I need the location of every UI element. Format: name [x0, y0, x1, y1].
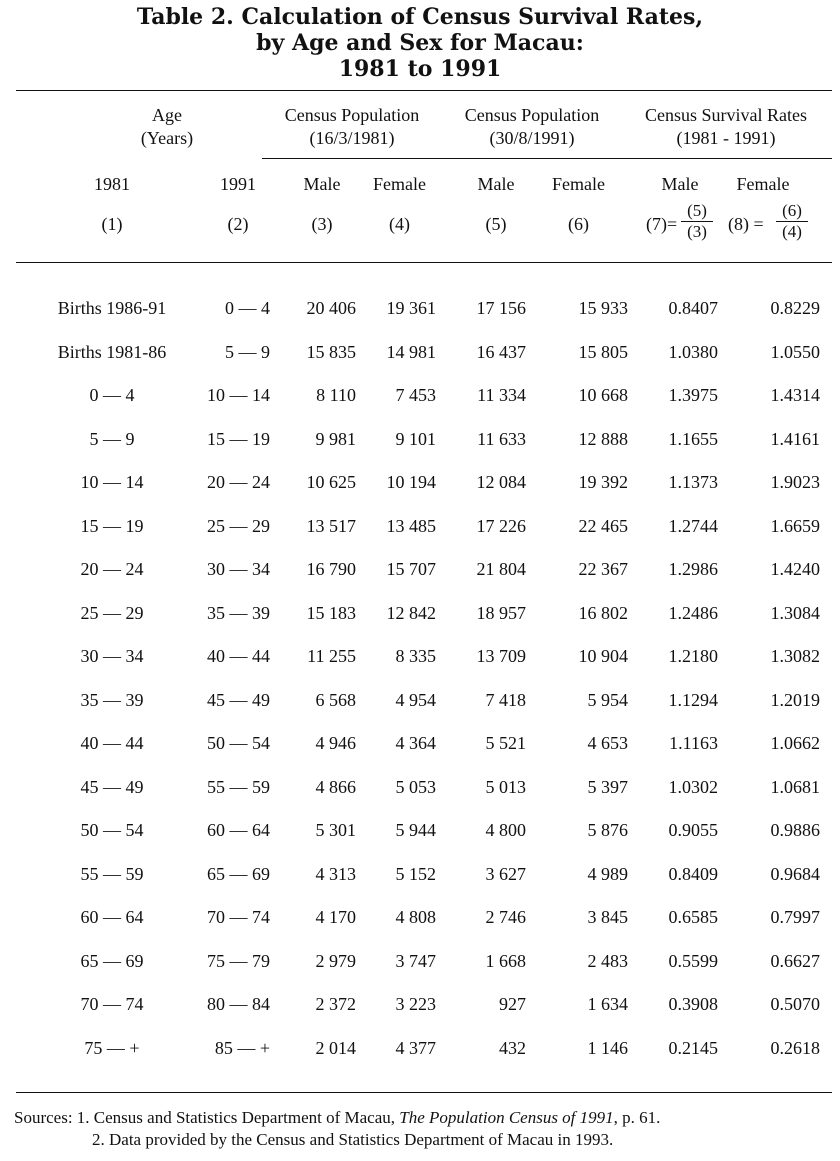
top-rule — [16, 90, 832, 91]
col5-number: (5) — [485, 214, 507, 234]
cell-age-1991: 85 — + — [214, 1037, 270, 1058]
cell-male-1981: 9 981 — [315, 428, 356, 449]
cell-female-1981: 4 364 — [395, 733, 436, 753]
header-rates-label: Census Survival Rates — [645, 105, 807, 125]
cell-male-survival-rate: 1.2486 — [668, 602, 718, 623]
source-1-page: , p. 61. — [613, 1108, 661, 1127]
cell-male-survival-rate: 0.3908 — [668, 994, 718, 1014]
cell-male-survival-rate: 0.8407 — [668, 298, 718, 318]
cell-female-1981: 12 842 — [386, 602, 436, 623]
col4-number: (4) — [389, 214, 410, 234]
cell-male-1991: 11 334 — [477, 385, 526, 405]
col3-number: (3) — [311, 214, 333, 234]
cell-age-1991: 0 — 4 — [225, 298, 270, 318]
cell-male-1991: 4 800 — [485, 820, 526, 840]
cell-male-survival-rate: 1.2180 — [668, 646, 718, 666]
cell-male-1991: 927 — [499, 994, 526, 1014]
cell-male-1991: 2 746 — [485, 907, 526, 927]
cell-male-1991: 7 418 — [485, 689, 526, 710]
cell-male-survival-rate: 0.5599 — [668, 950, 718, 971]
cell-female-survival-rate: 1.0681 — [770, 776, 820, 797]
cell-age-1981: 45 — 49 — [80, 776, 144, 797]
cell-age-1981: 75 — + — [84, 1037, 140, 1058]
cell-male-survival-rate: 0.9055 — [668, 820, 718, 840]
cell-female-1991: 22 465 — [578, 515, 628, 536]
cell-female-1991: 3 845 — [587, 907, 628, 927]
cell-male-1991: 432 — [499, 1037, 526, 1058]
cell-male-1991: 12 084 — [476, 472, 526, 492]
cell-male-1981: 15 183 — [306, 602, 356, 623]
cell-age-1981: 30 — 34 — [80, 646, 144, 666]
col7-formula-denominator: (3) — [687, 222, 707, 241]
source-1-text: 1. Census and Statistics Department of Macau, — [76, 1108, 396, 1127]
col6-number: (6) — [568, 214, 589, 234]
cell-female-1991: 15 933 — [578, 298, 628, 318]
cell-female-1991: 4 653 — [587, 733, 628, 753]
col8-formula-denominator: (4) — [782, 222, 802, 241]
cell-male-1991: 18 957 — [476, 602, 526, 623]
cell-male-1981: 15 835 — [306, 341, 356, 362]
source-line-2: 2. Data provided by the Census and Statistics Department of Macau in 1993. — [92, 1130, 614, 1149]
cell-female-1981: 19 361 — [386, 298, 436, 318]
cell-female-survival-rate: 1.9023 — [770, 472, 820, 492]
cell-age-1991: 10 — 14 — [207, 385, 270, 405]
cell-male-1981: 10 625 — [306, 472, 356, 492]
cell-age-1981: 40 — 44 — [80, 733, 144, 753]
col6-header: Female — [552, 174, 605, 194]
cell-female-1991: 15 805 — [578, 341, 628, 362]
cell-male-survival-rate: 0.2145 — [668, 1037, 718, 1058]
cell-age-1981: 55 — 59 — [80, 863, 144, 884]
cell-female-1981: 8 335 — [395, 646, 436, 666]
header-pop1981-date: (16/3/1981) — [309, 128, 395, 148]
cell-male-1981: 8 110 — [316, 385, 356, 405]
cell-male-1981: 2 014 — [315, 1037, 356, 1058]
cell-age-1981: 65 — 69 — [80, 950, 144, 971]
col7-header: Male — [661, 174, 699, 194]
cell-age-1981: 15 — 19 — [80, 515, 144, 536]
cell-male-1981: 4 946 — [315, 733, 356, 753]
cell-male-1981: 4 170 — [315, 907, 356, 927]
source-line-1 — [14, 1107, 660, 1129]
cell-male-survival-rate: 0.8409 — [668, 863, 718, 884]
cell-female-survival-rate: 1.0550 — [770, 341, 820, 362]
cell-male-1981: 2 979 — [315, 950, 356, 971]
cell-female-1981: 5 944 — [395, 820, 436, 840]
cell-male-survival-rate: 1.0380 — [668, 341, 718, 362]
cell-male-survival-rate: 1.0302 — [668, 776, 718, 797]
cell-female-1991: 19 392 — [578, 472, 628, 492]
cell-age-1981: 0 — 4 — [89, 385, 135, 405]
cell-male-survival-rate: 1.1373 — [668, 472, 718, 492]
sources-label: Sources: — [14, 1108, 73, 1127]
header-pop1981-label: Census Population — [284, 105, 420, 125]
cell-male-1991: 13 709 — [476, 646, 526, 666]
bottom-rule — [16, 1092, 832, 1093]
cell-female-1991: 1 146 — [587, 1037, 628, 1058]
cell-female-1981: 4 377 — [395, 1037, 436, 1058]
cell-age-1981: 5 — 9 — [89, 428, 135, 449]
cell-female-survival-rate: 1.3084 — [770, 602, 820, 623]
cell-female-1981: 3 747 — [395, 950, 436, 971]
cell-age-1981: 50 — 54 — [80, 820, 144, 840]
cell-female-1991: 16 802 — [578, 602, 628, 623]
cell-age-1981: 70 — 74 — [80, 994, 144, 1014]
cell-female-1991: 12 888 — [578, 428, 628, 449]
cell-age-1991: 15 — 19 — [207, 428, 270, 449]
cell-female-1991: 10 668 — [578, 385, 628, 405]
cell-age-1991: 50 — 54 — [207, 733, 270, 753]
cell-female-1991: 22 367 — [578, 559, 628, 579]
col7-formula-prefix: (7)= — [646, 214, 678, 234]
table-title-line1: Table 2. Calculation of Census Survival Rates, — [136, 4, 704, 30]
cell-age-1981: Births 1981-86 — [57, 341, 167, 362]
cell-age-1991: 75 — 79 — [207, 950, 270, 971]
cell-male-survival-rate: 1.1163 — [669, 733, 718, 753]
header-age-unit: (Years) — [140, 128, 194, 148]
cell-male-1981: 4 313 — [315, 863, 356, 884]
col2-number: (2) — [227, 214, 249, 234]
cell-female-1991: 10 904 — [578, 646, 628, 666]
cell-male-1981: 13 517 — [306, 515, 356, 536]
cell-female-1981: 15 707 — [386, 559, 436, 579]
header-pop1991-date: (30/8/1991) — [489, 128, 575, 148]
col8-header: Female — [736, 174, 790, 194]
cell-age-1991: 20 — 24 — [207, 472, 270, 492]
col4-header: Female — [373, 174, 426, 194]
source-1-publication: The Population Census of 1991 — [399, 1108, 614, 1127]
table-title-line2: by Age and Sex for Macau: — [256, 30, 584, 56]
header-pop1991-label: Census Population — [464, 105, 600, 125]
cell-age-1991: 5 — 9 — [225, 341, 270, 362]
cell-female-survival-rate: 1.6659 — [770, 515, 820, 536]
cell-female-1981: 7 453 — [395, 385, 436, 405]
col8-formula-fraction — [776, 201, 808, 242]
cell-female-1981: 5 152 — [395, 863, 436, 884]
col8-formula-prefix: (8) = — [728, 214, 764, 234]
cell-female-1981: 4 808 — [395, 907, 436, 927]
cell-female-survival-rate: 1.2019 — [770, 689, 820, 710]
cell-male-1981: 5 301 — [315, 820, 356, 840]
cell-age-1991: 60 — 64 — [207, 820, 270, 840]
cell-age-1981: 60 — 64 — [80, 907, 144, 927]
cell-age-1981: 10 — 14 — [80, 472, 144, 492]
header-rates-period: (1981 - 1991) — [676, 128, 776, 148]
cell-age-1991: 65 — 69 — [207, 863, 270, 884]
cell-age-1981: Births 1986-91 — [57, 298, 167, 318]
cell-male-1991: 5 013 — [485, 776, 526, 797]
cell-female-survival-rate: 0.9684 — [770, 863, 820, 884]
table-title-line3: 1981 to 1991 — [338, 56, 502, 82]
cell-male-1991: 21 804 — [476, 559, 526, 579]
col2-header: 1991 — [220, 174, 256, 194]
col8-formula-numerator: (6) — [776, 201, 808, 222]
cell-male-1981: 16 790 — [306, 559, 356, 579]
cell-female-1981: 13 485 — [386, 515, 436, 536]
cell-age-1991: 80 — 84 — [207, 994, 270, 1014]
cell-male-1991: 3 627 — [485, 863, 526, 884]
header-subrule — [262, 158, 832, 159]
col1-number: (1) — [101, 214, 123, 234]
cell-female-survival-rate: 0.6627 — [770, 950, 820, 971]
cell-female-survival-rate: 0.2618 — [770, 1037, 820, 1058]
cell-male-1981: 20 406 — [306, 298, 356, 318]
cell-age-1991: 30 — 34 — [207, 559, 270, 579]
cell-female-1991: 5 397 — [587, 776, 628, 797]
cell-male-1981: 11 255 — [307, 646, 356, 666]
cell-male-1991: 1 668 — [485, 950, 526, 971]
cell-male-1991: 17 156 — [476, 298, 526, 318]
cell-female-1991: 5 954 — [587, 689, 628, 710]
cell-male-1981: 2 372 — [315, 994, 356, 1014]
cell-female-1991: 1 634 — [587, 994, 628, 1014]
header-age-label: Age — [152, 105, 182, 125]
cell-female-survival-rate: 1.3082 — [770, 646, 820, 666]
cell-male-survival-rate: 1.2744 — [668, 515, 718, 536]
cell-age-1991: 55 — 59 — [207, 776, 270, 797]
cell-female-survival-rate: 0.8229 — [770, 298, 820, 318]
cell-female-1991: 4 989 — [587, 863, 628, 884]
col5-header: Male — [477, 174, 515, 194]
cell-female-1981: 14 981 — [386, 341, 436, 362]
cell-age-1991: 25 — 29 — [207, 515, 270, 536]
col3-header: Male — [303, 174, 341, 194]
cell-male-survival-rate: 1.1655 — [668, 428, 718, 449]
cell-female-1981: 9 101 — [395, 428, 436, 449]
cell-age-1981: 20 — 24 — [80, 559, 144, 579]
cell-female-1981: 3 223 — [395, 994, 436, 1014]
cell-male-survival-rate: 1.1294 — [668, 689, 718, 710]
cell-female-survival-rate: 0.7997 — [770, 907, 820, 927]
cell-female-1981: 4 954 — [395, 689, 436, 710]
cell-age-1991: 35 — 39 — [207, 602, 270, 623]
cell-female-1991: 5 876 — [587, 820, 628, 840]
cell-female-1981: 5 053 — [395, 776, 436, 797]
cell-male-1991: 11 633 — [477, 428, 526, 449]
col7-formula-fraction — [681, 201, 713, 242]
cell-age-1981: 35 — 39 — [80, 689, 144, 710]
cell-male-1991: 5 521 — [485, 733, 526, 753]
cell-male-1981: 4 866 — [315, 776, 356, 797]
cell-female-survival-rate: 1.4161 — [770, 428, 820, 449]
cell-female-1991: 2 483 — [587, 950, 628, 971]
cell-female-survival-rate: 1.4314 — [770, 385, 820, 405]
cell-female-survival-rate: 1.4240 — [770, 559, 820, 579]
cell-male-1991: 16 437 — [476, 341, 526, 362]
col7-formula-numerator: (5) — [681, 201, 713, 222]
cell-female-survival-rate: 1.0662 — [770, 733, 820, 753]
cell-male-1981: 6 568 — [315, 689, 356, 710]
cell-age-1981: 25 — 29 — [80, 602, 144, 623]
header-bottom-rule — [16, 262, 832, 263]
cell-male-survival-rate: 1.3975 — [668, 385, 718, 405]
cell-male-survival-rate: 1.2986 — [668, 559, 718, 579]
cell-female-1981: 10 194 — [386, 472, 436, 492]
cell-age-1991: 40 — 44 — [207, 646, 270, 666]
cell-female-survival-rate: 0.5070 — [770, 994, 820, 1014]
cell-age-1991: 45 — 49 — [207, 689, 270, 710]
cell-female-survival-rate: 0.9886 — [770, 820, 820, 840]
cell-male-survival-rate: 0.6585 — [668, 907, 718, 927]
cell-age-1991: 70 — 74 — [207, 907, 270, 927]
col1-header: 1981 — [94, 174, 130, 194]
cell-male-1991: 17 226 — [476, 515, 526, 536]
